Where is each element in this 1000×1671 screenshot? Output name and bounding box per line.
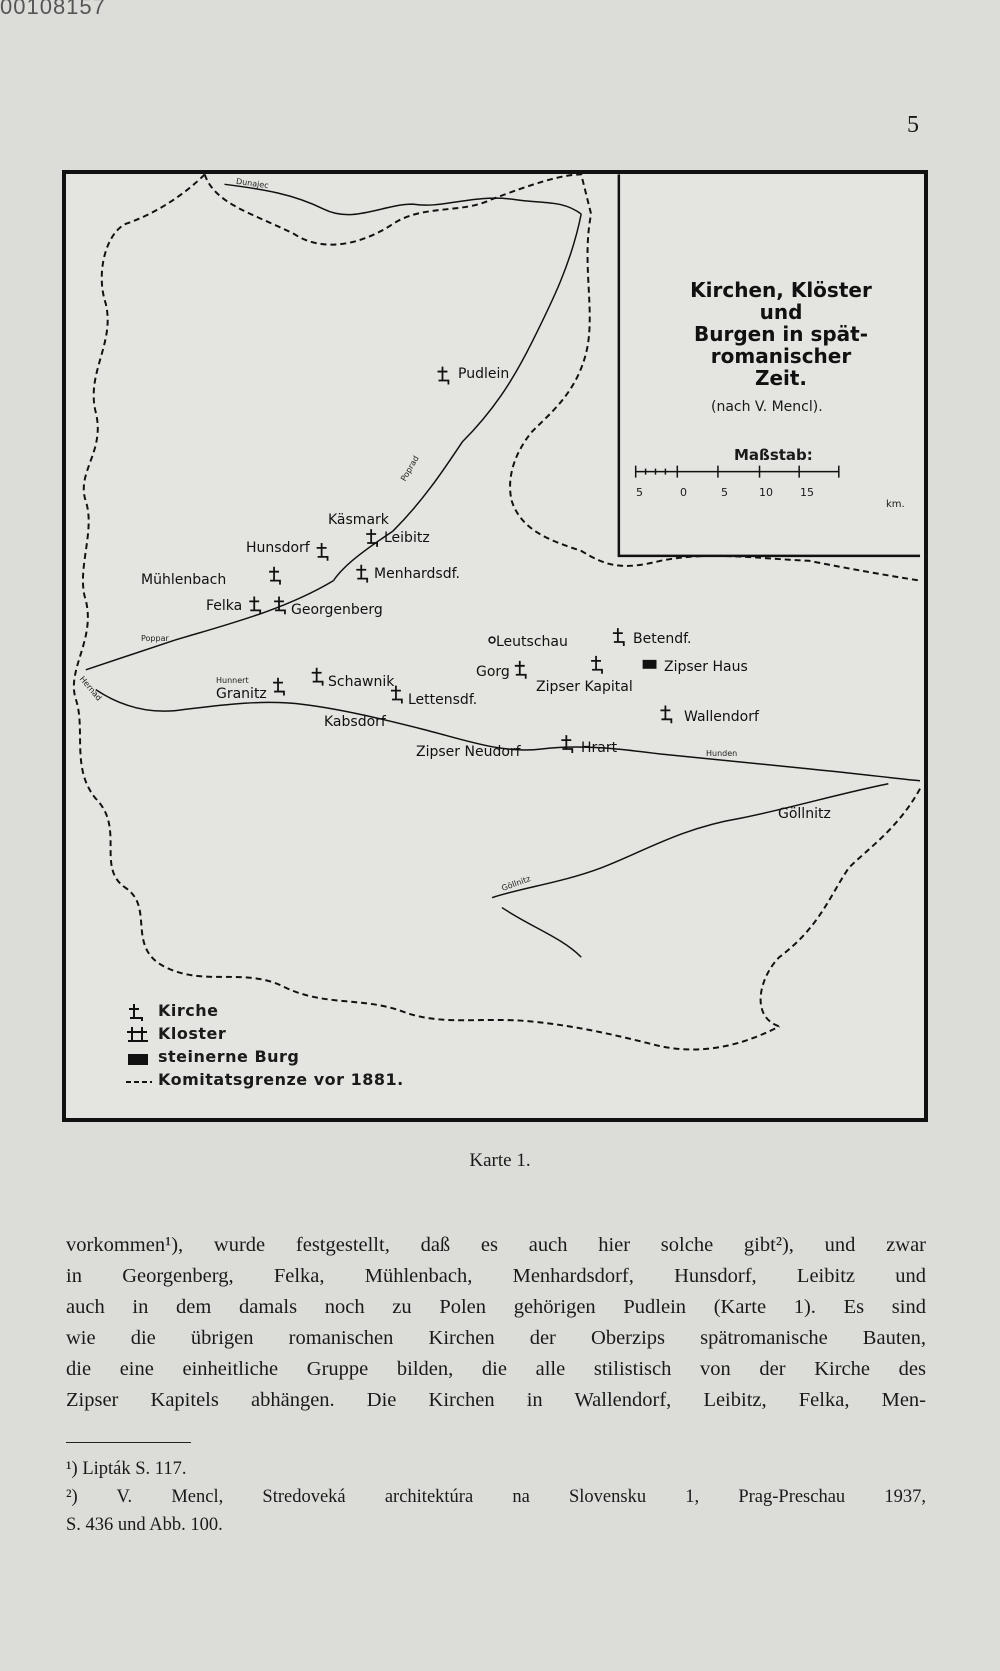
page-number: 5 (907, 112, 919, 138)
body-line: in Georgenberg, Felka, Mühlenbach, Menhardsdorf, Hunsdorf, Leibitz und (66, 1265, 926, 1287)
map-title-line: Burgen in spät- (693, 322, 869, 346)
place-label: Gorg (476, 664, 510, 680)
legend-label: Komitatsgrenze vor 1881. (158, 1070, 404, 1089)
footnote-2-cont: S. 436 und Abb. 100. (66, 1515, 223, 1535)
place-label: Schawnik (328, 674, 395, 690)
place-label: Betendf. (633, 631, 692, 647)
church-marker-felka (249, 596, 260, 614)
border-line-icon (124, 1070, 158, 1090)
map-title-line: Kirchen, Klöster (690, 278, 872, 302)
footnote-1: ¹) Lipták S. 117. (66, 1459, 187, 1479)
map-title-line: Zeit. (754, 366, 808, 390)
legend-item (124, 1068, 404, 1091)
legend-label: Kloster (158, 1024, 227, 1043)
body-line: Zipser Kapitels abhängen. Die Kirchen in Wallendorf, Leibitz, Felka, Men- (66, 1389, 926, 1411)
place-label: Georgenberg (291, 602, 383, 618)
church-marker-granitz (273, 678, 284, 696)
church-marker-gorg (515, 661, 526, 679)
river-label: Dunajec (235, 176, 270, 191)
place-label: Wallendorf (684, 709, 759, 725)
scale-tick: 5 (636, 486, 643, 499)
church-marker-menhardsdorf (356, 565, 367, 583)
place-label: Hunsdorf (246, 540, 310, 556)
place-label: Pudlein (458, 366, 510, 382)
river-label: Poppar (141, 634, 169, 643)
place-label: Felka (206, 598, 243, 614)
monastery-icon (124, 1024, 158, 1044)
map-title-line: romanischer (710, 344, 852, 368)
church-marker-schawnik (312, 668, 323, 686)
footnotes (66, 1455, 926, 1539)
scale-tick: 5 (721, 486, 728, 499)
map-title (666, 279, 896, 389)
map-legend (124, 999, 404, 1091)
castle-marker-zipser-haus (643, 660, 657, 669)
body-line: die eine einheitliche Gruppe bilden, die alle stilistisch von der Kirche des (66, 1358, 926, 1380)
church-marker-kapital (591, 656, 602, 674)
place-label: Lettensdf. (408, 692, 478, 708)
place-label: Leibitz (384, 530, 430, 546)
scale-label: Maßstab: (734, 446, 813, 464)
place-label: Göllnitz (778, 806, 831, 822)
scale-tick: 10 (759, 486, 773, 499)
castle-icon (124, 1047, 158, 1067)
place-label: Hrart (581, 740, 618, 756)
church-marker-betendorf (613, 628, 624, 646)
place-label: Leutschau (496, 634, 568, 650)
body-line: wie die übrigen romanischen Kirchen der Oberzips spätromanische Bauten, (66, 1327, 926, 1349)
river-label: Poprad (399, 454, 421, 483)
church-marker-hrart (561, 735, 572, 753)
body-paragraph (66, 1230, 926, 1416)
place-label: Menhardsdf. (374, 566, 460, 582)
river-label: Hunden (706, 749, 738, 758)
river-dunajec (225, 184, 582, 214)
place-label: Zipser Neudorf (416, 744, 521, 760)
river-hunden (502, 908, 581, 958)
legend-item (124, 999, 404, 1022)
legend-label: Kirche (158, 1001, 219, 1020)
place-label: Granitz (216, 686, 267, 702)
place-label: Zipser Kapital (536, 679, 633, 695)
legend-item (124, 1045, 404, 1068)
church-marker-hunsdorf (317, 543, 328, 561)
place-label: Käsmark (328, 512, 389, 528)
scale-tick: 0 (680, 486, 687, 499)
river-label: Göllnitz (500, 874, 532, 893)
scale-bar (636, 466, 839, 478)
river-label: Hunnert (216, 676, 249, 685)
church-marker-pudlein (438, 367, 449, 385)
church-marker-muhlenbach (269, 567, 280, 585)
town-marker-leutschau (489, 637, 495, 643)
scan-id: 00108157 (0, 0, 106, 19)
river-hernad (96, 690, 920, 781)
figure-caption: Karte 1. (469, 1150, 531, 1171)
body-line: auch in dem damals noch zu Polen gehörigen Pudlein (Karte 1). Es sind (66, 1296, 926, 1318)
church-icon (124, 1001, 158, 1021)
legend-label: steinerne Burg (158, 1047, 300, 1066)
river-poprad-west (86, 581, 334, 670)
map-source: (nach V. Mencl). (711, 399, 823, 415)
legend-item (124, 1022, 404, 1045)
footnote-2: ²) V. Mencl, Stredoveká architektúra na Slovensku 1, Prag-Preschau 1937, (66, 1487, 926, 1507)
place-label: Kabsdorf (324, 714, 386, 730)
river-gollnitz (492, 784, 888, 898)
scale-unit: km. (886, 499, 905, 510)
river-label: Hernad (77, 674, 104, 703)
church-marker-leibitz (366, 529, 377, 547)
place-label: Zipser Haus (664, 659, 748, 675)
footnote-divider (66, 1442, 191, 1443)
scale-tick: 15 (800, 486, 814, 499)
church-marker-wallendorf (660, 705, 671, 723)
map-title-line: und (759, 300, 803, 324)
map-figure (62, 170, 928, 1122)
place-label: Mühlenbach (141, 572, 227, 588)
body-line: vorkommen¹), wurde festgestellt, daß es auch hier solche gibt²), und zwar (66, 1234, 926, 1256)
